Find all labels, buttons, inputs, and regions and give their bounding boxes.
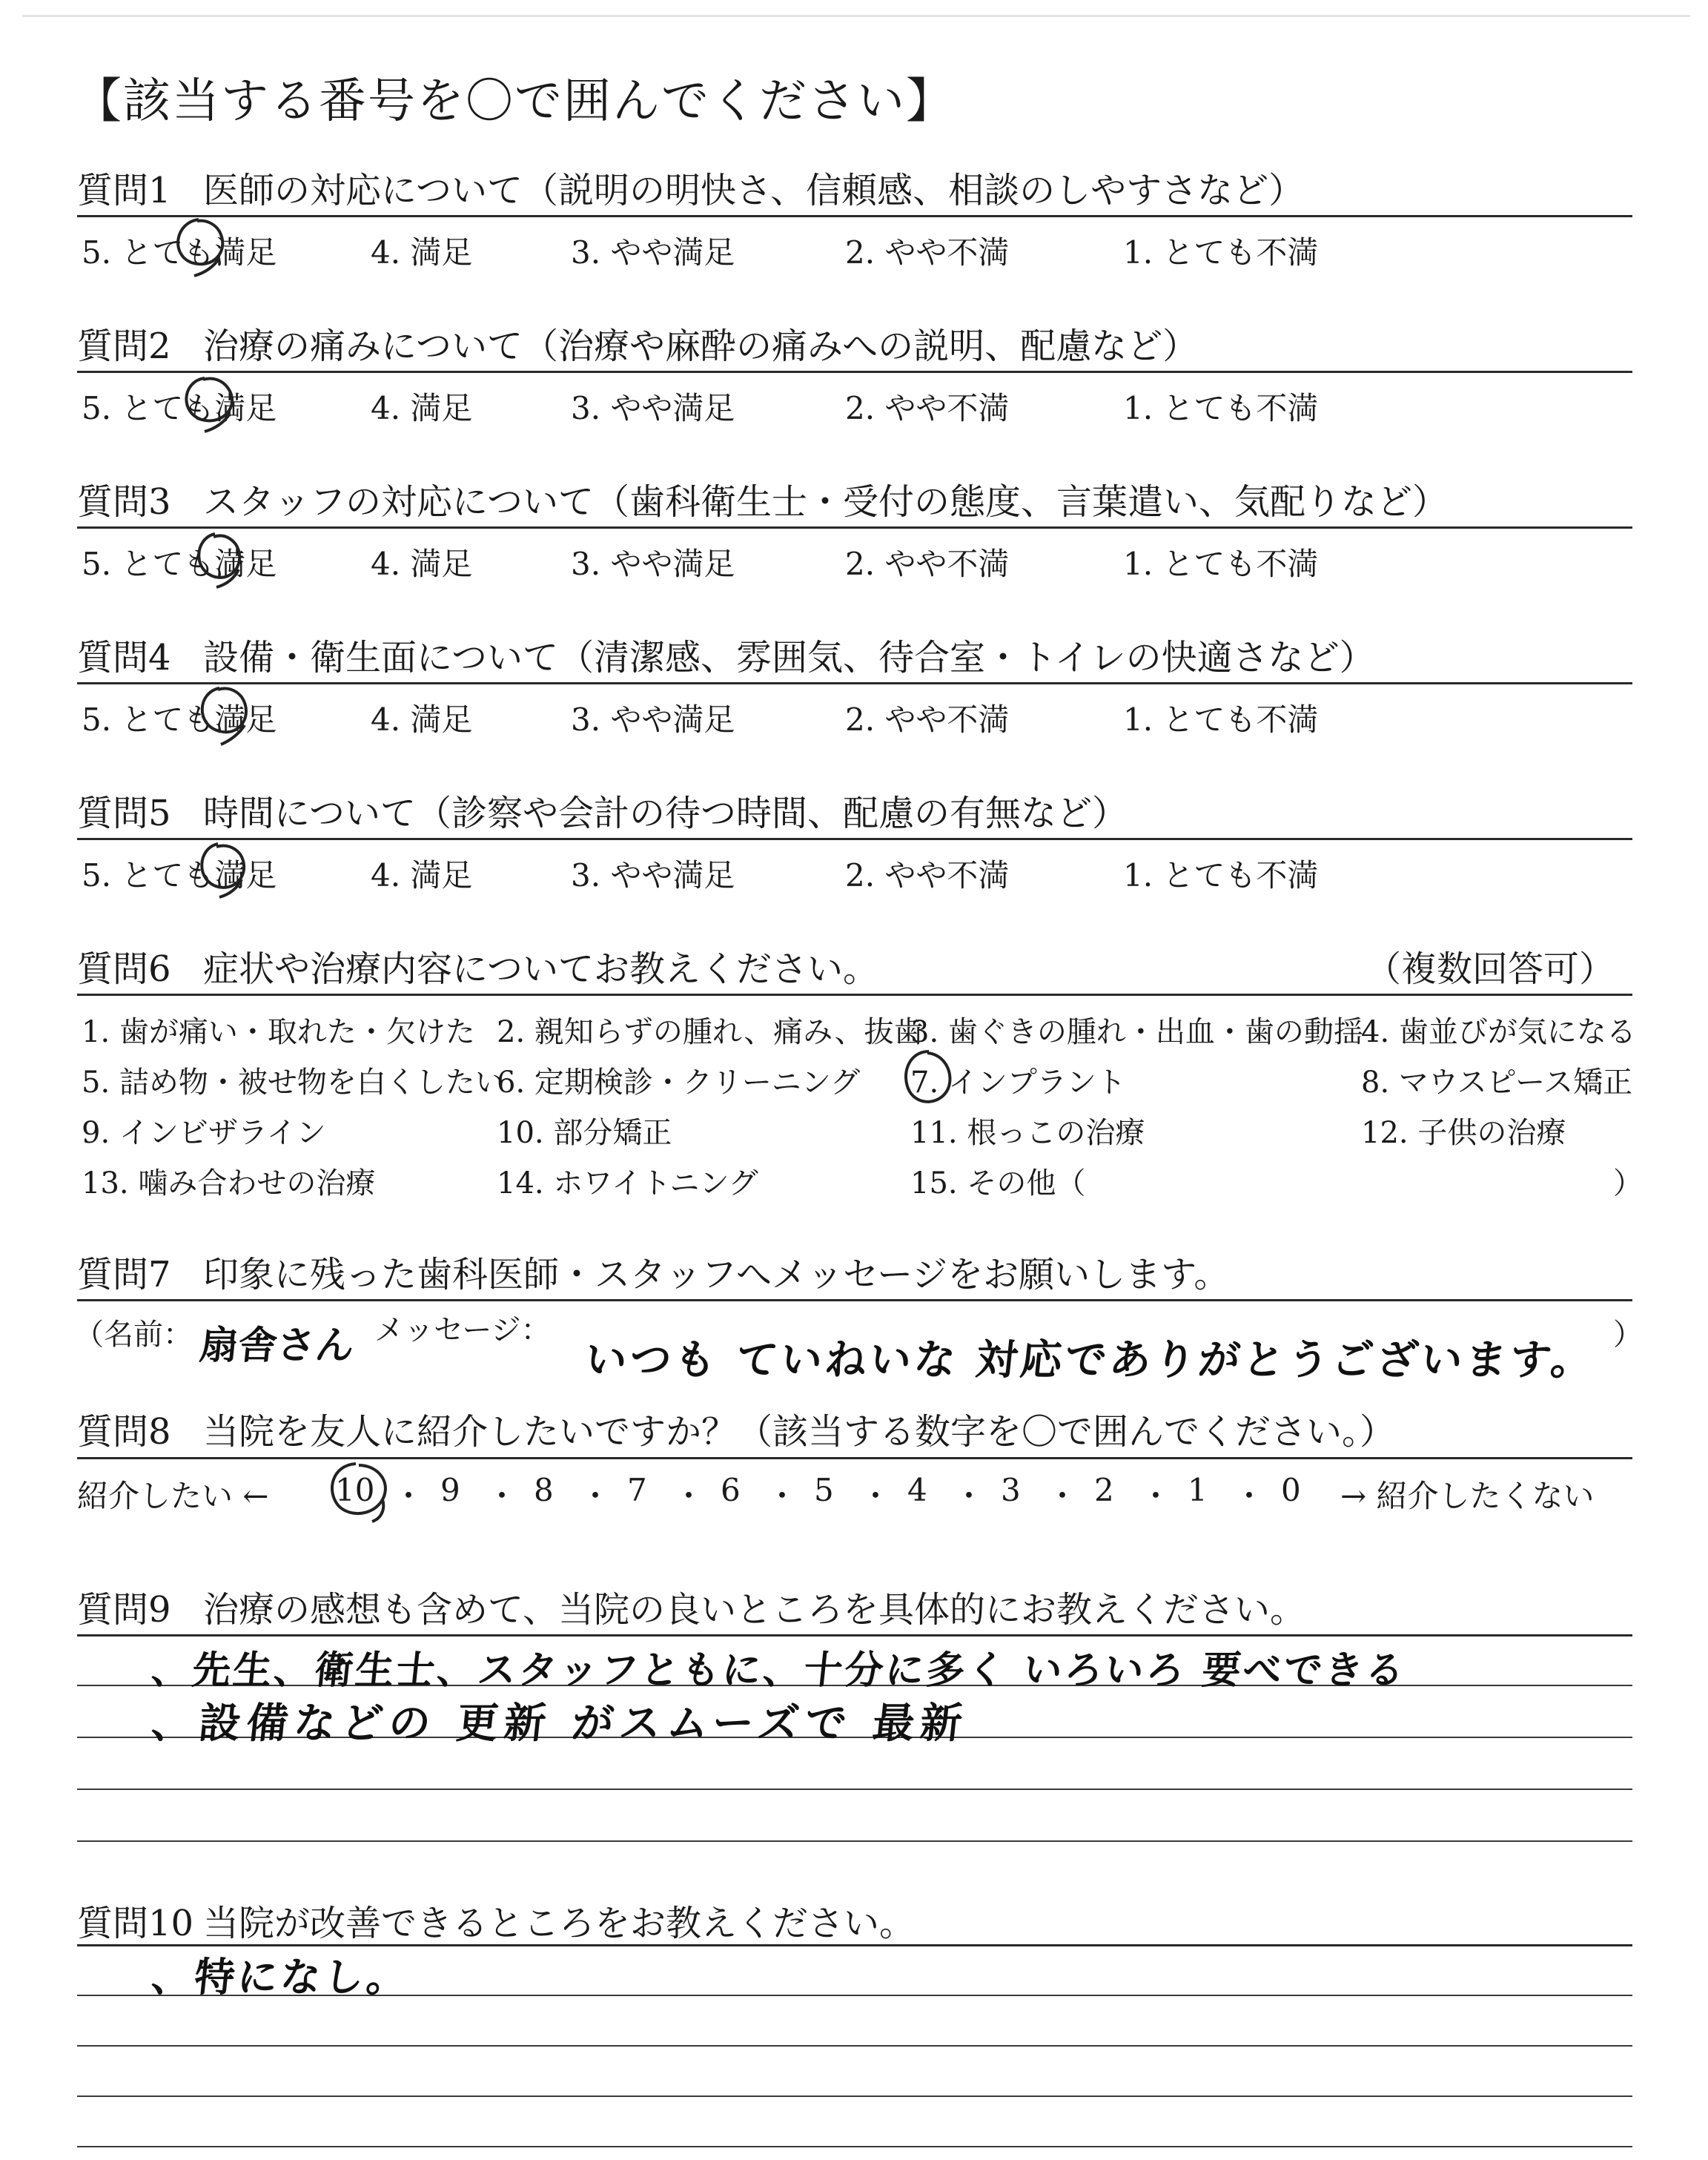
question-number: 質問8	[77, 1411, 171, 1453]
question-number: 質問5	[77, 793, 171, 834]
q10-answer-1[interactable]: 、特になし。	[149, 1954, 412, 2001]
q7-name-answer[interactable]: 扇舎さん	[197, 1324, 357, 1368]
q6-option-10[interactable]: 10. 部分矯正	[497, 1116, 672, 1150]
q3-option-1[interactable]: 1. とても不満	[1123, 546, 1319, 582]
question-number: 質問4	[77, 637, 171, 678]
answer-line	[77, 2095, 1632, 2097]
q3-option-2[interactable]: 2. やや不満	[845, 546, 1010, 582]
question-number: 質問6	[77, 948, 171, 990]
selection-circle-q1	[162, 214, 243, 280]
question-text: 印象に残った歯科医師・スタッフへメッセージをお願いします。	[203, 1254, 1230, 1295]
q7-name-label: （名前：	[74, 1318, 193, 1352]
question-5-title	[77, 785, 1128, 836]
q8-scale-8[interactable]: 8	[534, 1472, 554, 1508]
q8-separator: ・	[580, 1478, 612, 1514]
question-1-title	[77, 162, 1304, 213]
q9-answer-1[interactable]: 、先生、衛生士、スタッフともに、十分に多く いろいろ 要べできる	[149, 1648, 1409, 1693]
top-border	[22, 15, 1690, 17]
q8-scale-4[interactable]: 4	[907, 1472, 927, 1508]
question-number: 質問7	[77, 1254, 171, 1295]
question-9-rule	[77, 1634, 1632, 1636]
q6-option-3[interactable]: 3. 歯ぐきの腫れ・出血・歯の動揺	[910, 1015, 1363, 1049]
selection-circle-q3	[182, 528, 264, 595]
q8-scale-10[interactable]: 10	[335, 1472, 375, 1508]
q8-scale-5[interactable]: 5	[814, 1472, 834, 1508]
q6-option-13[interactable]: 13. 噛み合わせの治療	[82, 1166, 376, 1200]
question-text: 症状や治療内容についてお教えください。	[203, 948, 879, 990]
q2-option-1[interactable]: 1. とても不満	[1123, 390, 1319, 426]
q7-close-paren: ）	[1613, 1318, 1643, 1352]
question-number: 質問1	[77, 170, 171, 211]
q6-option-12[interactable]: 12. 子供の治療	[1361, 1116, 1566, 1150]
q4-option-3[interactable]: 3. やや満足	[571, 701, 735, 738]
question-7-title	[77, 1246, 1229, 1297]
q6-option-11[interactable]: 11. 根っこの治療	[910, 1116, 1145, 1150]
question-text: 治療の感想も含めて、当院の良いところを具体的にお教えください。	[203, 1589, 1306, 1631]
question-9-title	[77, 1581, 1305, 1632]
q6-other-close-paren: ）	[1613, 1166, 1643, 1200]
q8-scale-7[interactable]: 7	[627, 1472, 647, 1508]
q6-option-1[interactable]: 1. 歯が痛い・取れた・欠けた	[82, 1015, 475, 1049]
question-6-rule	[77, 994, 1632, 996]
q1-option-5[interactable]: 5. とても満足	[82, 234, 277, 271]
q6-option-15[interactable]: 15. その他（	[910, 1166, 1086, 1200]
question-4-rule	[77, 682, 1632, 684]
q8-left-label: 紹介したい ←	[77, 1478, 269, 1514]
answer-line	[77, 2146, 1632, 2147]
question-2-rule	[77, 371, 1632, 373]
q6-option-7[interactable]: 7. インプラント	[910, 1066, 1126, 1100]
question-text: スタッフの対応について（歯科衛生士・受付の態度、言葉遣い、気配りなど）	[203, 481, 1449, 523]
q8-scale-6[interactable]: 6	[721, 1472, 741, 1508]
q3-option-3[interactable]: 3. やや満足	[571, 546, 735, 582]
q9-answer-2[interactable]: 、設備などの 更新 がスムーズで 最新	[149, 1700, 970, 1748]
q3-option-5[interactable]: 5. とても満足	[82, 546, 277, 582]
q2-option-5[interactable]: 5. とても満足	[82, 390, 277, 426]
question-text: 医師の対応について（説明の明快さ、信頼感、相談のしやすさなど）	[203, 170, 1305, 211]
question-3-title	[77, 473, 1448, 524]
q5-option-2[interactable]: 2. やや不満	[845, 857, 1010, 894]
q8-separator: ・	[673, 1478, 705, 1514]
q8-separator: ・	[1140, 1478, 1172, 1514]
q1-option-2[interactable]: 2. やや不満	[845, 234, 1010, 271]
q8-scale-0[interactable]: 0	[1281, 1472, 1301, 1508]
q8-separator: ・	[1047, 1478, 1079, 1514]
q3-option-4[interactable]: 4. 満足	[371, 546, 473, 582]
q5-option-5[interactable]: 5. とても満足	[82, 857, 277, 894]
question-2-title	[77, 317, 1198, 369]
question-number: 質問3	[77, 481, 171, 523]
q8-separator: ・	[393, 1478, 425, 1514]
question-text: 時間について（診察や会計の待つ時間、配慮の有無など）	[203, 793, 1128, 834]
q8-scale-1[interactable]: 1	[1188, 1472, 1208, 1508]
selection-circle-q2	[169, 371, 251, 437]
q2-option-2[interactable]: 2. やや不満	[845, 390, 1010, 426]
question-5-rule	[77, 838, 1632, 840]
question-number: 質問2	[77, 326, 171, 367]
q5-option-3[interactable]: 3. やや満足	[571, 857, 735, 894]
selection-circle-q8-10	[317, 1458, 399, 1525]
question-text: 治療の痛みについて（治療や麻酔の痛みへの説明、配慮など）	[203, 326, 1199, 367]
q1-option-4[interactable]: 4. 満足	[371, 234, 473, 271]
q6-option-6[interactable]: 6. 定期検診・クリーニング	[497, 1066, 861, 1100]
question-1-rule	[77, 215, 1632, 217]
q1-option-3[interactable]: 3. やや満足	[571, 234, 735, 271]
q5-option-4[interactable]: 4. 満足	[371, 857, 473, 894]
question-6-note: （複数回答可）	[1366, 948, 1615, 990]
q7-message-answer[interactable]: いつも ていねいな 対応でありがとうございます。	[583, 1336, 1598, 1384]
q1-option-1[interactable]: 1. とても不満	[1123, 234, 1319, 271]
question-8-title	[77, 1403, 1395, 1454]
question-6-title	[77, 940, 878, 991]
question-number: 質問9	[77, 1589, 171, 1631]
selection-circle-q5	[185, 838, 267, 905]
q8-scale-2[interactable]: 2	[1094, 1472, 1114, 1508]
question-text: 当院を友人に紹介したいですか？（該当する数字を〇で囲んでください。）	[203, 1411, 1396, 1453]
q8-separator: ・	[1234, 1478, 1265, 1514]
q2-option-4[interactable]: 4. 満足	[371, 390, 473, 426]
q5-option-1[interactable]: 1. とても不満	[1123, 857, 1319, 894]
question-text: 当院が改善できるところをお教えください。	[203, 1903, 916, 1944]
q8-separator: ・	[953, 1478, 985, 1514]
q4-option-5[interactable]: 5. とても満足	[82, 701, 277, 738]
page-header: 【該当する番号を〇で囲んでください】	[74, 74, 955, 129]
question-8-rule	[77, 1457, 1632, 1459]
question-7-rule	[77, 1299, 1632, 1301]
question-text: 設備・衛生面について（清潔感、雰囲気、待合室・トイレの快適さなど）	[203, 637, 1375, 678]
q6-option-14[interactable]: 14. ホワイトニング	[497, 1166, 758, 1200]
q2-option-3[interactable]: 3. やや満足	[571, 390, 735, 426]
q4-option-2[interactable]: 2. やや不満	[845, 701, 1010, 738]
q4-option-1[interactable]: 1. とても不満	[1123, 701, 1319, 738]
question-4-title	[77, 629, 1375, 680]
q8-scale-3[interactable]: 3	[1001, 1472, 1021, 1508]
question-number: 質問10	[77, 1903, 194, 1944]
selection-circle-q6-option-7	[893, 1046, 960, 1112]
q4-option-4[interactable]: 4. 満足	[371, 701, 473, 738]
q6-option-5[interactable]: 5. 詰め物・被せ物を白くしたい	[82, 1066, 505, 1100]
answer-line	[77, 2045, 1632, 2047]
q8-separator: ・	[486, 1478, 518, 1514]
selection-circle-q4	[185, 681, 267, 751]
q8-scale-9[interactable]: 9	[440, 1472, 460, 1508]
q8-separator: ・	[767, 1478, 798, 1514]
q6-option-9[interactable]: 9. インビザライン	[82, 1116, 326, 1150]
q7-message-label: メッセージ：	[374, 1313, 551, 1347]
q6-option-8[interactable]: 8. マウスピース矯正	[1361, 1066, 1633, 1100]
q8-separator: ・	[860, 1478, 892, 1514]
question-10-title	[77, 1895, 915, 1946]
q8-right-label: → 紹介したくない	[1340, 1478, 1595, 1514]
question-3-rule	[77, 526, 1632, 529]
answer-line	[77, 1840, 1632, 1842]
answer-line	[77, 1789, 1632, 1790]
q6-option-4[interactable]: 4. 歯並びが気になる	[1361, 1015, 1636, 1049]
q6-option-2[interactable]: 2. 親知らずの腫れ、痛み、抜歯	[497, 1015, 924, 1049]
